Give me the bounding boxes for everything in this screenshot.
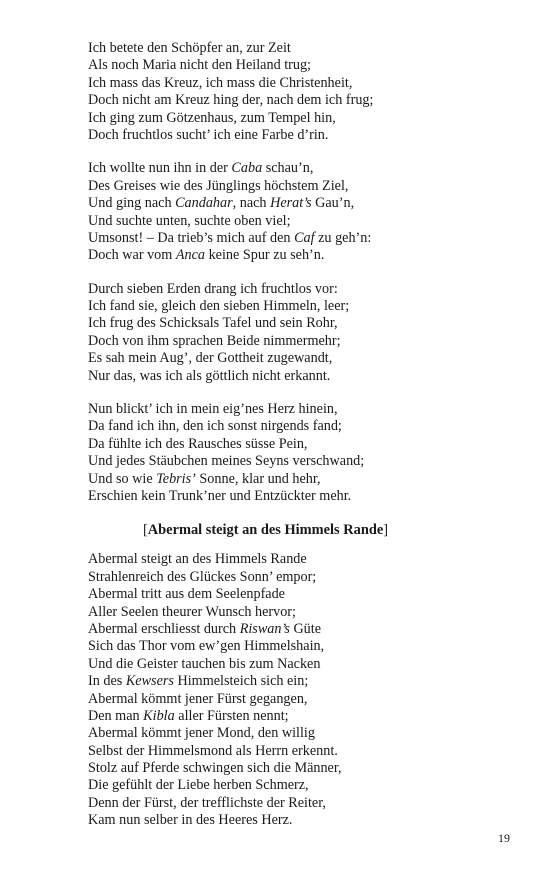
verse-text: keine Spur zu seh’n. bbox=[205, 247, 325, 264]
verse-text: In des bbox=[88, 673, 126, 690]
verse-text: Kam nun selber in des Heeres Herz. bbox=[88, 812, 293, 829]
verse-line bbox=[88, 586, 518, 603]
verse-text: Ich betete den Schöpfer an, zur Zeit bbox=[88, 40, 291, 56]
italic-name: Candahar bbox=[175, 195, 233, 212]
page-number: 19 bbox=[498, 831, 510, 845]
verse-line bbox=[88, 777, 518, 794]
verse-line bbox=[88, 656, 518, 673]
verse-line bbox=[88, 92, 518, 109]
verse-text: Abermal kömmt jener Mond, den willig bbox=[88, 725, 315, 742]
verse-text: Ich fand sie, gleich den sieben Himmeln, leer; bbox=[88, 298, 350, 315]
verse-text: Doch war vom bbox=[88, 247, 176, 264]
verse-text: Sich das Thor vom ew’gen Himmelshain, bbox=[88, 638, 325, 655]
italic-name: Riswan’s bbox=[239, 620, 290, 637]
verse-text: Doch nicht am Kreuz hing der, nach dem ich frug; bbox=[88, 92, 374, 109]
verse-text: Und jedes Stäubchen meines Seyns verschwand; bbox=[88, 453, 365, 470]
verse-text: Güte bbox=[289, 620, 322, 637]
verse-text: Erschien kein Trunk’ner und Entzückter mehr. bbox=[88, 487, 352, 504]
verse-text: Ich mass das Kreuz, ich mass die Christenheit, bbox=[88, 74, 353, 91]
verse-line bbox=[88, 57, 518, 74]
verse-text: Es sah mein Aug’, der Gottheit zugewandt, bbox=[88, 350, 333, 367]
verse-line bbox=[88, 488, 518, 505]
verse-text: Sonne, klar und hehr, bbox=[195, 470, 321, 487]
verse-text: Abermal steigt an des Himmels Rande bbox=[88, 551, 307, 568]
verse-text: Und suchte unten, suchte oben viel; bbox=[88, 212, 291, 229]
verse-line bbox=[88, 315, 518, 332]
verse-text: Durch sieben Erden drang ich fruchtlos vor: bbox=[88, 280, 338, 297]
verse-line bbox=[88, 812, 518, 829]
verse-line bbox=[88, 40, 518, 57]
verse-line bbox=[88, 604, 518, 621]
verse-text: Und die Geister tauchen bis zum Nacken bbox=[88, 655, 321, 672]
verse-line bbox=[88, 743, 518, 760]
verse-line bbox=[88, 213, 518, 230]
heading-open-bracket: [ bbox=[142, 522, 148, 539]
italic-name: Kibla bbox=[143, 707, 175, 724]
italic-name: Herat’s bbox=[270, 195, 312, 212]
verse-line bbox=[88, 230, 518, 247]
verse-text: Nun blickt’ ich in mein eig’nes Herz hinein, bbox=[88, 401, 338, 418]
verse-text: Und so wie bbox=[88, 470, 157, 487]
verse-text: Himmelsteich sich ein; bbox=[173, 673, 309, 690]
italic-name: Caba bbox=[231, 160, 263, 177]
verse-line bbox=[88, 160, 518, 177]
verse-line bbox=[88, 178, 518, 195]
heading-close-bracket: ] bbox=[383, 522, 389, 539]
verse-text: Da fühlte ich des Rausches süsse Pein, bbox=[88, 435, 308, 452]
verse-text: Und ging nach bbox=[88, 195, 176, 212]
verse-text: Nur das, was ich als göttlich nicht erkannt. bbox=[88, 367, 331, 384]
verse-text: Abermal kömmt jener Fürst gegangen, bbox=[88, 690, 308, 707]
verse-line bbox=[88, 691, 518, 708]
verse-line bbox=[88, 569, 518, 586]
stanza bbox=[88, 160, 518, 264]
stanza bbox=[88, 401, 518, 505]
verse-line bbox=[88, 621, 518, 638]
verse-line bbox=[88, 127, 518, 144]
verse-text: Denn der Fürst, der trefflichste der Reiter, bbox=[88, 794, 326, 811]
verse-line bbox=[88, 708, 518, 725]
verse-line bbox=[88, 75, 518, 92]
poem-heading bbox=[88, 521, 443, 539]
verse-line bbox=[88, 281, 518, 298]
stanza bbox=[88, 281, 518, 385]
verse-text: Doch von ihm sprachen Beide nimmermehr; bbox=[88, 332, 341, 349]
verse-text: Ich wollte nun ihn in der bbox=[88, 160, 232, 177]
verse-text: Als noch Maria nicht den Heiland trug; bbox=[88, 57, 312, 74]
verse-text: Stolz auf Pferde schwingen sich die Männer, bbox=[88, 760, 342, 777]
verse-text: Gau’n, bbox=[311, 195, 355, 212]
first-poem bbox=[88, 40, 518, 505]
italic-name: Kewsers bbox=[125, 673, 174, 690]
verse-text: Abermal erschliesst durch bbox=[88, 620, 240, 637]
verse-line bbox=[88, 333, 518, 350]
verse-line bbox=[88, 725, 518, 742]
verse-line bbox=[88, 401, 518, 418]
verse-text: schau’n, bbox=[262, 160, 314, 177]
verse-text: Aller Seelen theurer Wunsch hervor; bbox=[88, 603, 296, 620]
verse-line bbox=[88, 418, 518, 435]
verse-line bbox=[88, 298, 518, 315]
verse-text: zu geh’n: bbox=[314, 229, 372, 246]
verse-text: Des Greises wie des Jünglings höchstem Ziel, bbox=[88, 177, 349, 194]
verse-line bbox=[88, 436, 518, 453]
verse-text: Ich frug des Schicksals Tafel und sein Rohr, bbox=[88, 315, 338, 332]
verse-line bbox=[88, 760, 518, 777]
verse-line bbox=[88, 673, 518, 690]
verse-line bbox=[88, 471, 518, 488]
italic-name: Anca bbox=[175, 247, 206, 264]
verse-line bbox=[88, 350, 518, 367]
verse-text: Ich ging zum Götzenhaus, zum Tempel hin, bbox=[88, 109, 336, 126]
verse-line bbox=[88, 195, 518, 212]
verse-text: Doch fruchtlos sucht’ ich eine Farbe d’rin. bbox=[88, 126, 329, 143]
verse-text: Strahlenreich des Glückes Sonn’ empor; bbox=[88, 568, 317, 585]
verse-text: aller Fürsten nennt; bbox=[174, 707, 289, 724]
verse-line bbox=[88, 638, 518, 655]
verse-text: Umsonst! – Da trieb’s mich auf den bbox=[88, 229, 295, 246]
verse-line bbox=[88, 795, 518, 812]
verse-line bbox=[88, 247, 518, 264]
verse-text: , nach bbox=[232, 195, 271, 212]
verse-text: Abermal tritt aus dem Seelenpfade bbox=[88, 586, 285, 603]
second-poem bbox=[88, 551, 518, 829]
verse-text: Selbst der Himmelsmond als Herrn erkennt. bbox=[88, 742, 338, 759]
verse-line bbox=[88, 368, 518, 385]
verse-line bbox=[88, 551, 518, 568]
heading-title: Abermal steigt an des Himmels Rande bbox=[147, 522, 384, 539]
italic-name: Tebris’ bbox=[156, 470, 196, 487]
italic-name: Caf bbox=[294, 229, 315, 246]
page-body bbox=[88, 40, 518, 830]
verse-text: Den man bbox=[88, 707, 144, 724]
verse-text: Die gefühlt der Liebe herben Schmerz, bbox=[88, 777, 309, 794]
verse-line bbox=[88, 110, 518, 127]
verse-text: Da fand ich ihn, den ich sonst nirgends fand; bbox=[88, 418, 342, 435]
verse-line bbox=[88, 453, 518, 470]
stanza bbox=[88, 40, 518, 144]
